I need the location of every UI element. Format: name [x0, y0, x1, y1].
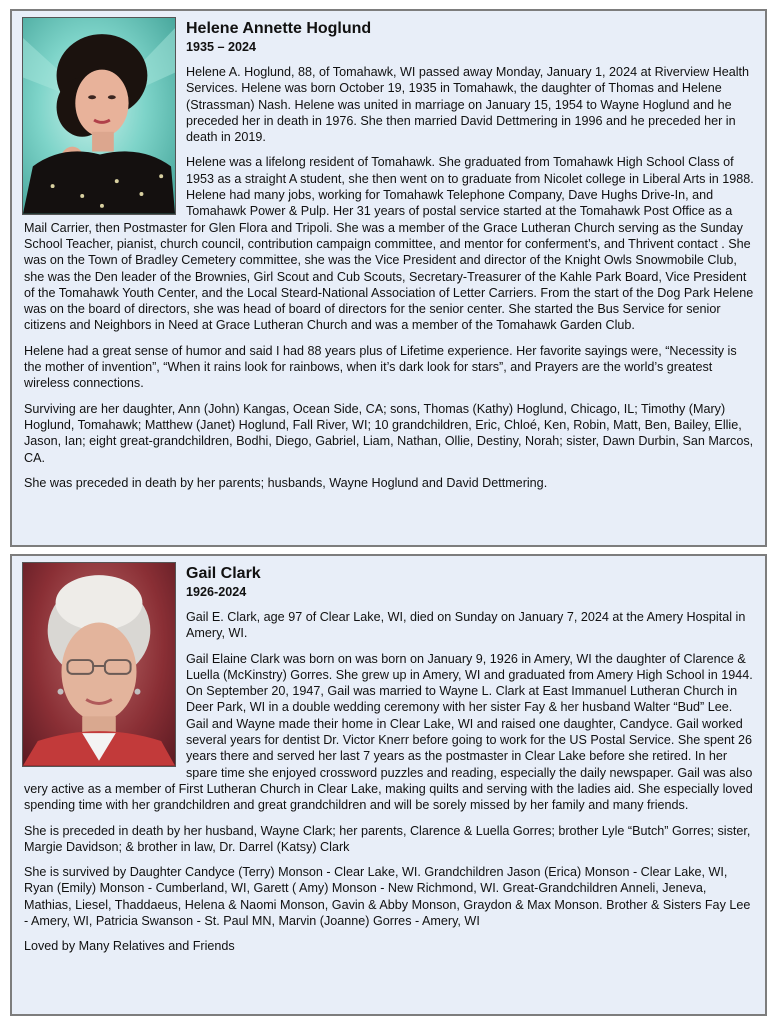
portrait-woman-white-hair — [23, 563, 175, 766]
deceased-name: Gail Clark — [186, 565, 261, 582]
obituary-paragraph: She is survived by Daughter Candyce (Terry) Monson - Clear Lake, WI. Grandchildren Jason (Erica) Monson - Clear Lake, WI, Ryan (Emily) Monson - Cumberland, WI, Garett ( Amy) Monson - New Richmond, WI. Great-Grandchildren Anneli, Jeneva, Mathias, Liesel, Thaddaeus, Helena & Naomi Monson, Gavin & Abby Monson, Graydon & Max Monson. Brother & Sisters Fay Lee - Amery, WI, Patricia Swanson - St. Paul MN, Marvin (Joanne) Gorres - Amery, WI — [24, 865, 751, 929]
deceased-name: Helene Annette Hoglund — [186, 20, 372, 37]
obituary-paragraph: Helene had a great sense of humor and said I had 88 years plus of Lifetime experience. Her favorite sayings were, “Necessity is the mother of invention”, “When it rains look for rainbows, when it’s dark look for stars”, and Prayers are the world’s greatest wireless connections. — [24, 343, 737, 391]
obituary-paragraph: Gail Elaine Clark was born on was born on January 9, 1926 in Amery, WI the daughter of Clarence & Luella (McKinstry) Gorres. She grew up in Amery, WI and graduated from Amery High School in 1944. On September 20, 1947, Gail was married to Wayne L. Clark at East Immanuel Lutheran Church in Deer Park, WI in a double wedding ceremony with her sister Fay & her husband Walter “Bud” Lee. Gail and Wayne made their home in Clear Lake, WI and raised one daughter, Candyce. Gail worked several years for dentist Dr. Victor Knerr before going to work for the US Postal Service. She spent 26 years there and served her last 7 years as the postmaster in Clear Lake before she retired. In her spare time she enjoyed crossword puzzles and reading, especially the daily newspaper. Gail was also very active as a member of First Lutheran Church in Clear Lake, making quilts and serving with the ladies aid. She especially loved spending time with her grandchildren and great grandchildren and will be sorely missed by her family and many friends. — [24, 651, 753, 813]
portrait-photo — [22, 562, 176, 767]
obituary-paragraph: Gail E. Clark, age 97 of Clear Lake, WI, died on Sunday on January 7, 2024 at the Amery Hospital in Amery, WI. — [186, 610, 746, 641]
obituary-paragraph: Loved by Many Relatives and Friends — [24, 939, 235, 954]
life-dates: 1926-2024 — [186, 585, 247, 599]
life-dates: 1935 – 2024 — [186, 40, 257, 54]
obituary-paragraph: She is preceded in death by her husband, Wayne Clark; her parents, Clarence & Luella Gorres; brother Lyle “Butch” Gorres; sister, Margie Davidson; & brother in law, Dr. Darrel (Katsy) Clark — [24, 823, 751, 854]
portrait-photo — [22, 17, 176, 215]
obituary-paragraph: Surviving are her daughter, Ann (John) Kangas, Ocean Side, CA; sons, Thomas (Kathy) Hoglund, Chicago, IL; Timothy (Mary) Hoglund, Tomahawk; Matthew (Janet) Hoglund, Fall River, WI; 10 grandchildren, Eric, Chloé, Ken, Robin, Matt, Ben, Bailey, Ellie, Jason, Ian; eight great-grandchildren, Bodhi, Diego, Gabriel, Liam, Nathan, Ollie, Destiny, Norah; sister, Dawn Durbin, San Marcos, CA. — [24, 401, 754, 465]
obituary-paragraph: Helene A. Hoglund, 88, of Tomahawk, WI passed away Monday, January 1, 2024 at Riverview Health Services. Helene was born October 19, 1935 in Tomahawk, the daughter of Thomas and Helene (Strassman) Nash. Helene was united in marriage on January 15, 1954 to Wayne Hoglund and he preceded her in death in 1976. She then married David Dettmering in 1996 and he preceded her in death in 2019. — [186, 65, 750, 145]
obituary-paragraph: She was preceded in death by her parents; husbands, Wayne Hoglund and David Dettmering. — [24, 475, 548, 490]
portrait-woman-dark-hair — [23, 18, 175, 214]
obituary-helene-hoglund — [10, 9, 767, 547]
obituary-paragraph: Helene was a lifelong resident of Tomahawk. She graduated from Tomahawk High School Class of 1953 as a straight A student, she then went on to graduate from Nicolet college in Liberal Arts in 1988. Helene had many jobs, working for Tomahawk Telephone Company, Dave Hughs Drive-In, and Tomahawk Power & Pulp. Her 31 years of postal service started at the Tomahawk Post Office as a Mail Carrier, then Postmaster for Glen Flora and Tripoli. She was a member of the Grace Lutheran Church serving as the Sunday School Teacher, pianist, church council, contribution campaign committee, and mentor for conferment’s, and Thrivent contact . She was on the Town of Bradley Cemetery committee, she was the Vice President and director of the Knight Owls Snowmobile Club, she was the Den leader of the Brownies, Girl Scout and Cub Scouts, Secretary-Treasurer of the Kahle Park Board, Vice President of the Tomahawk Youth Center, and the Local Steard-National Association of Letter Carriers. From the start of the Dog Park Helene was on the board of directors, she was head of board of directors for the senior center. She started the Bus Service for senior citizens and Neighbors in Need at Grace Lutheran Church and was a member of the Tomahawk Garden Club. — [24, 155, 754, 333]
obituary-gail-clark — [10, 554, 767, 1016]
